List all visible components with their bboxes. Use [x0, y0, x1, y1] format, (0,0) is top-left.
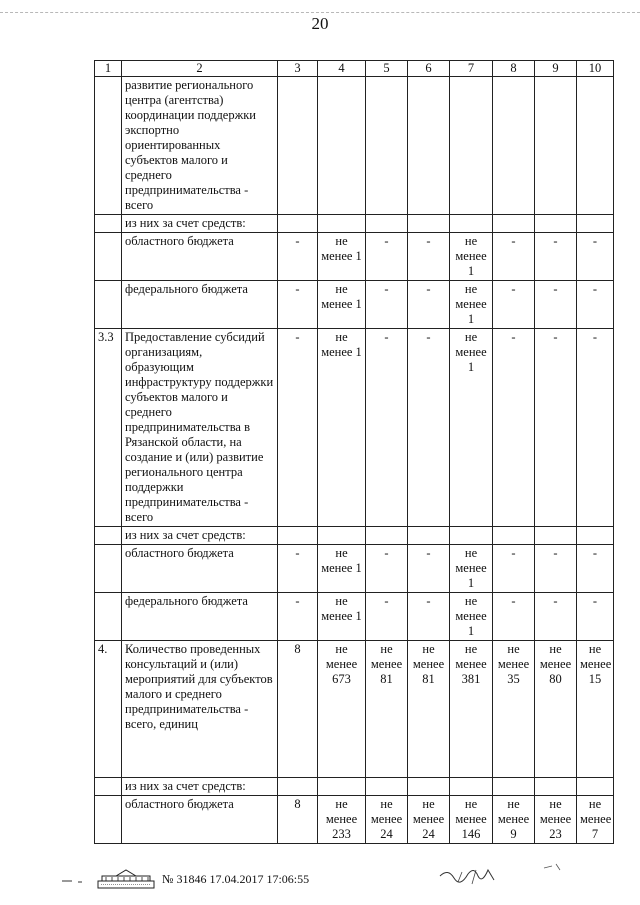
- cell-value: не менее 1: [318, 281, 366, 329]
- cell-value: не менее 233: [318, 796, 366, 844]
- table-row: [95, 215, 614, 233]
- scan-mark-icon: [540, 860, 570, 872]
- row-description: федерального бюджета: [122, 593, 278, 641]
- table-row: [95, 281, 614, 329]
- cell-value: -: [278, 545, 318, 593]
- indicators-table: [94, 60, 614, 844]
- row-number: 4.: [95, 641, 122, 778]
- row-description: развитие регионального центра (агентства) координации поддержки экспортно ориентированных субъектов малого и среднего предпринимательства - всего: [122, 77, 278, 215]
- col-header: 8: [493, 61, 535, 77]
- cell-value: не менее 35: [493, 641, 535, 778]
- row-description: областного бюджета: [122, 233, 278, 281]
- table-row: [95, 796, 614, 844]
- cell-value: -: [408, 329, 450, 527]
- cell-value: -: [577, 233, 614, 281]
- row-number: 3.3: [95, 329, 122, 527]
- cell-value: не менее 1: [318, 593, 366, 641]
- col-header: 7: [450, 61, 493, 77]
- row-description: областного бюджета: [122, 545, 278, 593]
- cell-value: не менее 80: [535, 641, 577, 778]
- cell-value: -: [493, 329, 535, 527]
- cell-value: не менее 673: [318, 641, 366, 778]
- table-row: [95, 545, 614, 593]
- table-row: [95, 593, 614, 641]
- cell-value: -: [535, 233, 577, 281]
- cell-value: не менее 7: [577, 796, 614, 844]
- cell-value: -: [408, 545, 450, 593]
- top-scan-line: [0, 12, 640, 13]
- col-header: 10: [577, 61, 614, 77]
- table-header-row: [95, 61, 614, 77]
- cell-value: не менее 15: [577, 641, 614, 778]
- cell-value: -: [408, 233, 450, 281]
- cell-value: не менее 24: [366, 796, 408, 844]
- cell-value: не менее 146: [450, 796, 493, 844]
- cell-value: не менее 81: [408, 641, 450, 778]
- cell-value: не менее 81: [366, 641, 408, 778]
- table-row: [95, 778, 614, 796]
- cell-value: не менее 1: [318, 329, 366, 527]
- table-row: [95, 527, 614, 545]
- cell-value: не менее 1: [318, 545, 366, 593]
- cell-value: не менее 381: [450, 641, 493, 778]
- cell-value: -: [493, 281, 535, 329]
- cell-value: не менее 1: [450, 233, 493, 281]
- footer: [0, 860, 640, 900]
- signature-icon: [438, 862, 498, 888]
- cell-value: -: [535, 593, 577, 641]
- cell-value: не менее 1: [450, 281, 493, 329]
- cell-value: -: [577, 329, 614, 527]
- cell-value: не менее 24: [408, 796, 450, 844]
- cell-value: -: [493, 233, 535, 281]
- row-description: Предоставление субсидий организациям, образующим инфраструктуру поддержки субъектов малого и среднего предпринимательства в Рязанской области, на создание и (или) развитие регионального центра поддержки предпринимательства - всего: [122, 329, 278, 527]
- table-row: [95, 641, 614, 778]
- cell-value: -: [278, 329, 318, 527]
- cell-value: -: [366, 545, 408, 593]
- row-description: федерального бюджета: [122, 281, 278, 329]
- col-header: 5: [366, 61, 408, 77]
- cell-value: не менее 1: [450, 545, 493, 593]
- col-header: 4: [318, 61, 366, 77]
- cell-value: -: [278, 281, 318, 329]
- row-subheading: из них за счет средств:: [122, 778, 278, 796]
- row-description: Количество проведенных консультаций и (или) мероприятий для субъектов малого и среднего предпринимательства - всего, единиц: [122, 641, 278, 778]
- cell-value: не менее 1: [450, 593, 493, 641]
- cell-value: не менее 9: [493, 796, 535, 844]
- cell-value: -: [535, 545, 577, 593]
- cell-value: -: [366, 593, 408, 641]
- cell-value: -: [535, 281, 577, 329]
- cell-value: не менее 1: [450, 329, 493, 527]
- row-description: областного бюджета: [122, 796, 278, 844]
- col-header: 2: [122, 61, 278, 77]
- cell-value: -: [577, 281, 614, 329]
- cell-value: не менее 1: [318, 233, 366, 281]
- cell-value: -: [493, 593, 535, 641]
- table-row: [95, 329, 614, 527]
- cell-value: -: [366, 329, 408, 527]
- page-number: 20: [311, 14, 329, 33]
- building-stamp-icon: [96, 868, 156, 890]
- cell-value: -: [278, 233, 318, 281]
- row-subheading: из них за счет средств:: [122, 215, 278, 233]
- col-header: 1: [95, 61, 122, 77]
- table-row: [95, 233, 614, 281]
- col-header: 6: [408, 61, 450, 77]
- cell-value: -: [366, 233, 408, 281]
- registration-stamp: № 31846 17.04.2017 17:06:55: [162, 872, 310, 886]
- cell-value: не менее 23: [535, 796, 577, 844]
- cell-value: -: [493, 545, 535, 593]
- cell-value: -: [577, 545, 614, 593]
- cell-value: -: [278, 593, 318, 641]
- scan-mark-icon: [60, 878, 90, 884]
- row-number: [95, 77, 122, 215]
- cell-value: 8: [278, 796, 318, 844]
- col-header: 3: [278, 61, 318, 77]
- row-subheading: из них за счет средств:: [122, 527, 278, 545]
- cell-value: -: [535, 329, 577, 527]
- cell-value: -: [577, 593, 614, 641]
- table-row: [95, 77, 614, 215]
- cell-value: -: [366, 281, 408, 329]
- cell-value: 8: [278, 641, 318, 778]
- col-header: 9: [535, 61, 577, 77]
- cell-value: -: [408, 281, 450, 329]
- cell-value: -: [408, 593, 450, 641]
